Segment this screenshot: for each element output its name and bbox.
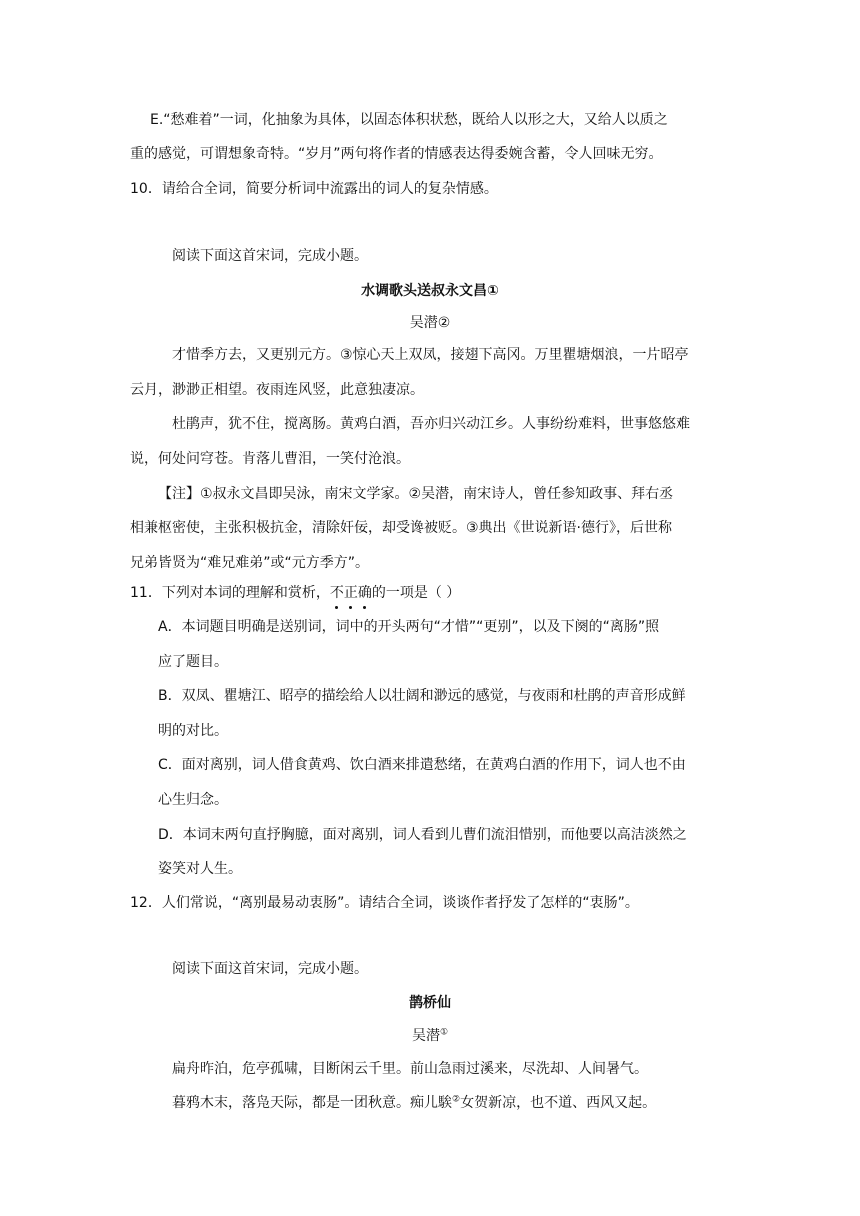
poem2-line1: 扁舟昨泊，危亭孤啸，目断闲云千里。前山急雨过溪来，尽洗却、人间暑气。 [172,1061,648,1077]
passage2-intro: 阅读下面这首宋词，完成小题。 [172,961,368,977]
option-e-line1: E.“愁难着”一词，化抽象为具体，以固态体积状愁，既给人以形之大，又给人以质之 [150,112,668,128]
poem2-line2-after: 女贺新凉，也不道、西风又起。 [460,1095,657,1111]
option-d-line2: 姿笑对人生。 [158,861,242,877]
passage2-title: 鹊桥仙 [409,995,451,1011]
option-c-line1: C．面对离别，词人借食黄鸡、饮白酒来排遣愁绪，在黄鸡白酒的作用下，词人也不由 [158,757,686,773]
q11-emphasis-char: 正 [343,585,358,601]
poem-stanza2-line1: 杜鹃声，犹不住，搅离肠。黄鸡白酒，吾亦归兴动江乡。人事纷纷难料，世事悠悠难 [172,416,690,432]
option-c-line2: 心生归念。 [158,792,228,808]
option-d-line1: D．本词末两句直抒胸臆，面对离别，词人看到儿曹们流泪惜别，而他要以高洁淡然之 [158,827,687,843]
question-12: 12．人们常说，“离别最易动衷肠”。请结合全词，谈谈作者抒发了怎样的“衷肠”。 [130,895,639,911]
footnote-marker: ② [452,1094,461,1105]
note-line2: 相兼枢密使，主张积极抗金，清除奸佞，却受谗被贬。③典出《世说新语·德行》，后世称 [130,520,672,536]
poem-stanza1-line1: 才惜季方去，又更别元方。③惊心天上双凤，接翅下高冈。万里瞿塘烟浪，一片昭亭 [172,347,689,363]
passage1-title: 水调歌头送叔永文昌① [361,283,499,299]
question-10: 10．请给合全词，简要分析词中流露出的词人的复杂情感。 [130,181,498,197]
footnote-marker: ① [439,1027,449,1038]
passage1-author: 吴潜② [409,315,451,331]
poem-stanza2-line2: 说，何处问穹苍。肯落儿曹泪，一笑付沧浪。 [130,451,410,467]
q11-stem-before: 11．下列对本词的理解和赏析， [130,585,330,601]
passage2-author-name: 吴潜 [411,1028,440,1044]
option-e-line2: 重的感觉，可谓想象奇特。“岁月”两句将作者的情感表达得委婉含蓄，令人回味无穷。 [130,146,663,162]
option-a-line2: 应了题目。 [158,654,228,670]
note-line1: 【注】①叔永文昌即吴泳，南宋文学家。②吴潜，南宋诗人，曾任参知政事、拜右丞 [158,486,674,502]
question-11-stem [130,583,460,603]
q11-emphasis-char: 确 [357,585,372,601]
poem-stanza1-line2: 云月，渺渺正相望。夜雨连风竖，此意独凄凉。 [130,382,424,398]
option-b-line1: B．双凤、瞿塘江、昭亭的描绘给人以壮阔和渺远的感觉，与夜雨和杜鹃的声音形成鲜 [158,688,686,704]
option-a-line1: A．本词题目明确是送别词，词中的开头两句“才惜”“更别”，以及下阕的“离肠”照 [158,619,660,635]
option-b-line2: 明的对比。 [158,723,228,739]
note-line3: 兄弟皆贤为“难兄难弟”或“元方季方”。 [130,555,370,571]
q11-stem-after: 的一项是（ ） [371,585,461,601]
passage2-author [0,1026,860,1046]
passage1-intro: 阅读下面这首宋词，完成小题。 [172,248,368,264]
q11-emphasis-char: 不 [329,585,344,601]
poem2-line2 [172,1093,656,1113]
poem2-line2-before: 暮鸦木末，落凫天际，都是一团秋意。痴儿騃 [172,1095,452,1111]
